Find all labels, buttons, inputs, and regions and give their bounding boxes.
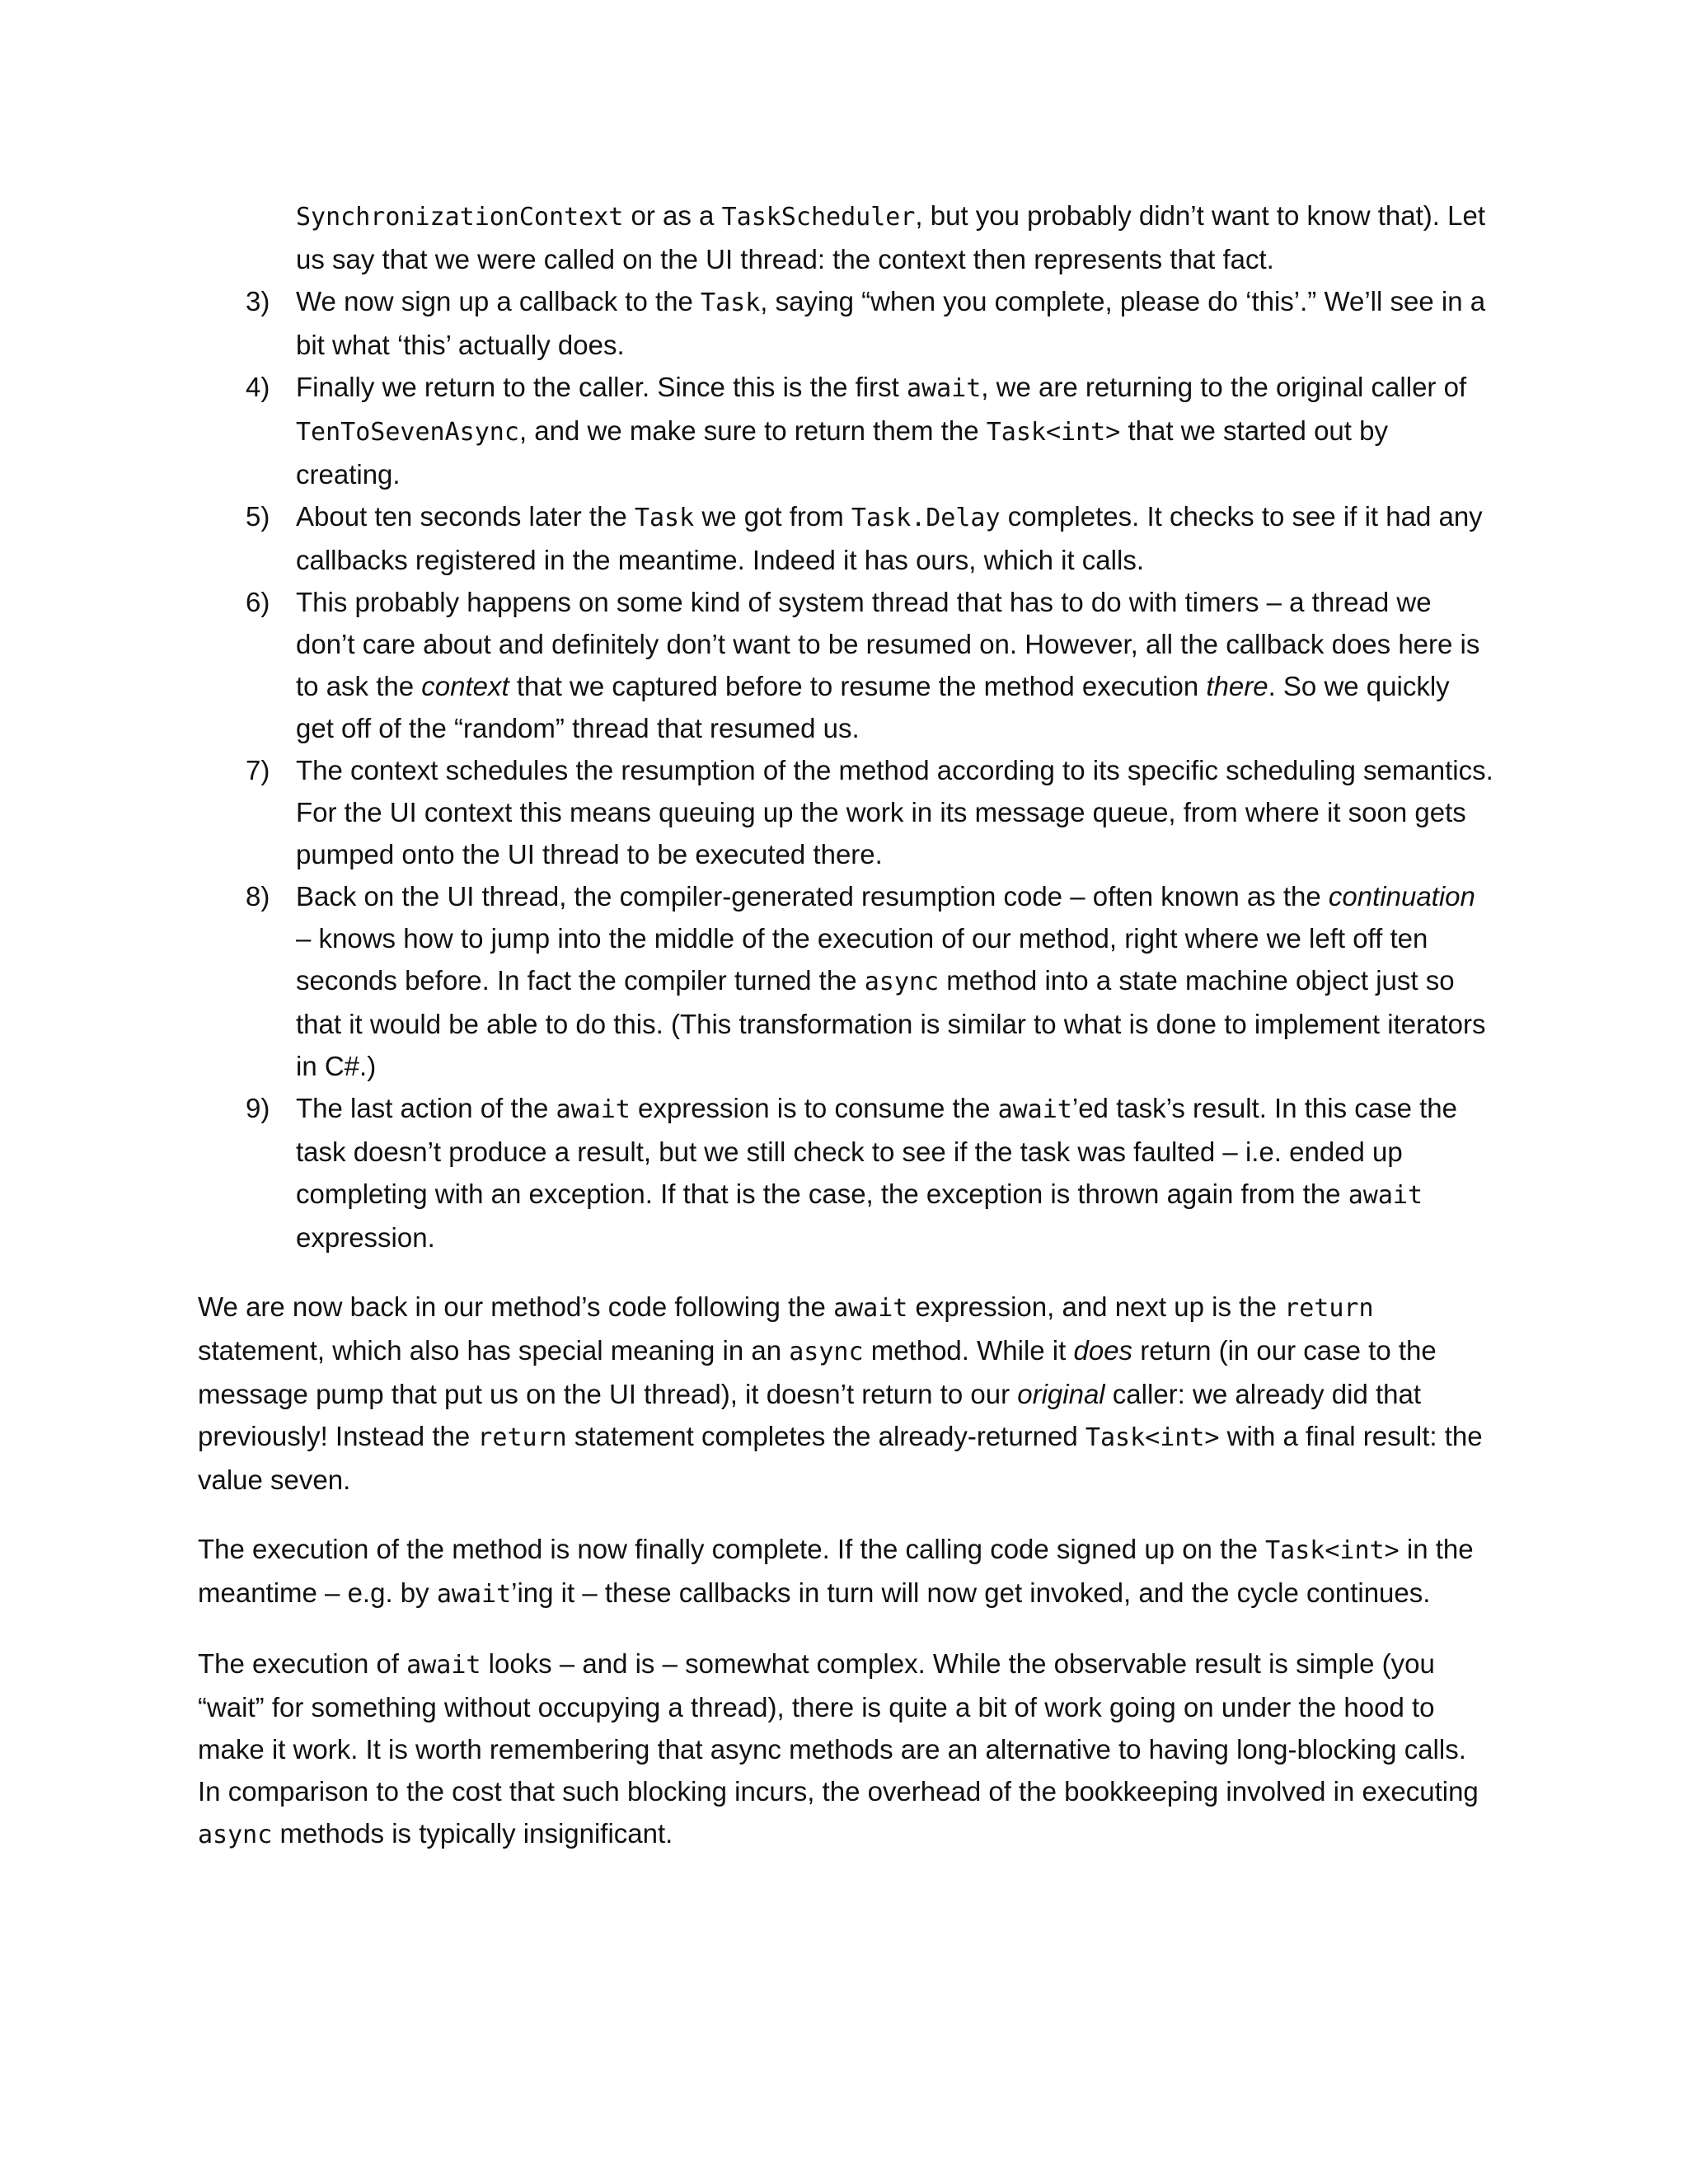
text-run: method. While it [863,1335,1074,1366]
list-item [198,749,1493,875]
list-item-text [296,501,1483,575]
text-run: , we are returning to the original caller of [981,372,1467,402]
inline-code: await [436,1580,512,1609]
inline-code: await [1348,1181,1423,1210]
emphasis-text: context [421,671,509,701]
text-run: or as a [623,200,722,231]
text-run: We are now back in our method’s code following the [198,1291,834,1322]
inline-code: async [198,1821,273,1849]
text-run: methods is typically insignificant. [272,1818,673,1849]
text-run: The context schedules the resumption of the method according to its specific scheduling semantics. For the UI context this means queuing up the work in its message queue, from where it soon gets pumped onto the UI thread to be executed there. [296,755,1493,869]
text-run: ’ing it – these callbacks in turn will now get invoked, and the cycle continues. [511,1577,1431,1608]
text-run: caller: we already did that previously! Instead the [198,1379,1422,1451]
text-run: , and we make sure to return them the [518,415,987,446]
list-number: 7) [246,755,270,785]
text-run: – knows how to jump into the middle of the execution of our method, right where we left off ten seconds before. In fact the compiler turned the [296,923,1428,996]
emphasis-text: original [1017,1379,1105,1409]
list-number: 5) [246,501,270,532]
list-number: 8) [246,881,270,912]
text-run: The last action of the [296,1093,556,1123]
list-item-text [296,587,1479,743]
paragraph [198,1643,1493,1856]
text-run: expression, and next up is the [907,1291,1285,1322]
emphasis-text: does [1073,1335,1133,1366]
text-run: , but you probably didn’t want to know that). Let us say that we were called on the UI thread: the context then represents that fact. [296,200,1485,274]
inline-code: Task<int> [986,418,1121,447]
text-run: method into a state machine object just so that it would be able to do this. (This transformation is similar to what is done to implement iterators in C#.) [296,965,1486,1081]
text-run: The execution of the method is now finally complete. If the calling code signed up on the [198,1534,1266,1564]
text-run: looks – and is – somewhat complex. While the observable result is simple (you “wait” for something without occupying a thread), there is quite a bit of work going on under the hood to make it work. It is worth remembering that async methods are an alternative to having long-blocking calls. In comparison to the cost that such blocking incurs, the overhead of the bookkeeping involved in executing [198,1648,1479,1807]
list-item-continuation [296,194,1493,280]
text-run: About ten seconds later the [296,501,635,532]
inline-code: TaskScheduler [721,203,916,232]
inline-code: async [864,968,940,996]
inline-code: await [997,1095,1072,1124]
text-run: expression. [296,1222,435,1253]
list-item-text [296,1093,1457,1253]
text-run: that we captured before to resume the method execution [509,671,1207,701]
paragraph [198,1528,1493,1615]
list-item [198,495,1493,581]
list-item [198,280,1493,366]
text-run: expression is to consume the [630,1093,998,1123]
text-run: , saying “when you complete, please do ‘this’.” We’ll see in a bit what ‘this’ actually does. [296,286,1486,360]
list-item-text [296,881,1485,1081]
numbered-list [198,280,1493,1258]
inline-code: await [906,374,982,403]
text-run: in the meantime – e.g. by [198,1534,1474,1608]
document-body [198,194,1493,1856]
inline-code: await [833,1294,908,1323]
list-number: 6) [246,587,270,617]
text-run: . So we quickly get off of the “random” thread that resumed us. [296,671,1450,743]
paragraph [198,1286,1493,1501]
inline-code: Task.Delay [851,504,1001,532]
inline-code: Task<int> [1085,1423,1220,1452]
text-run: that we started out by creating. [296,415,1388,490]
inline-code: SynchronizationContext [296,203,624,232]
text-run: completes. It checks to see if it had any callbacks registered in the meantime. Indeed it has ours, which it calls. [296,501,1483,575]
text-run: ’ed task’s result. In this case the task doesn’t produce a result, but we still check to see if the task was faulted – i.e. ended up completing with an exception. If that is the case, the exception is thrown again from the [296,1093,1457,1209]
list-item [198,1087,1493,1258]
text-run: statement completes the already-returned [566,1421,1085,1451]
list-number: 4) [246,372,270,402]
list-item [198,581,1493,749]
list-item-text [296,286,1485,360]
text-run: This probably happens on some kind of system thread that has to do with timers – a thread we don’t care about and definitely don’t want to be resumed on. However, all the callback does here is to ask the [296,587,1480,701]
text-run: The execution of [198,1648,407,1679]
inline-code: TenToSevenAsync [296,418,519,447]
list-number: 3) [246,286,270,316]
list-item [198,875,1493,1087]
inline-code: Task<int> [1265,1536,1400,1565]
inline-code: Task [701,288,761,317]
inline-code: await [406,1651,481,1680]
emphasis-text: continuation [1328,881,1475,912]
text-run: We now sign up a callback to the [296,286,701,316]
inline-code: return [1284,1294,1374,1323]
text-run: we got from [694,501,851,532]
emphasis-text: there [1206,671,1268,701]
inline-code: async [789,1338,864,1366]
list-item-text [296,372,1466,490]
inline-code: await [556,1095,631,1124]
text-run: Finally we return to the caller. Since this is the first [296,372,907,402]
text-run: return (in our case to the message pump that put us on the UI thread), it doesn’t return to our [198,1335,1437,1409]
inline-code: return [477,1423,567,1452]
text-run: statement, which also has special meaning in an [198,1335,790,1366]
text-run: with a final result: the value seven. [198,1421,1483,1495]
list-item [198,366,1493,495]
list-number: 9) [246,1093,270,1123]
list-item-text [296,755,1493,869]
text-run: Back on the UI thread, the compiler-generated resumption code – often known as the [296,881,1329,912]
inline-code: Task [634,504,695,532]
